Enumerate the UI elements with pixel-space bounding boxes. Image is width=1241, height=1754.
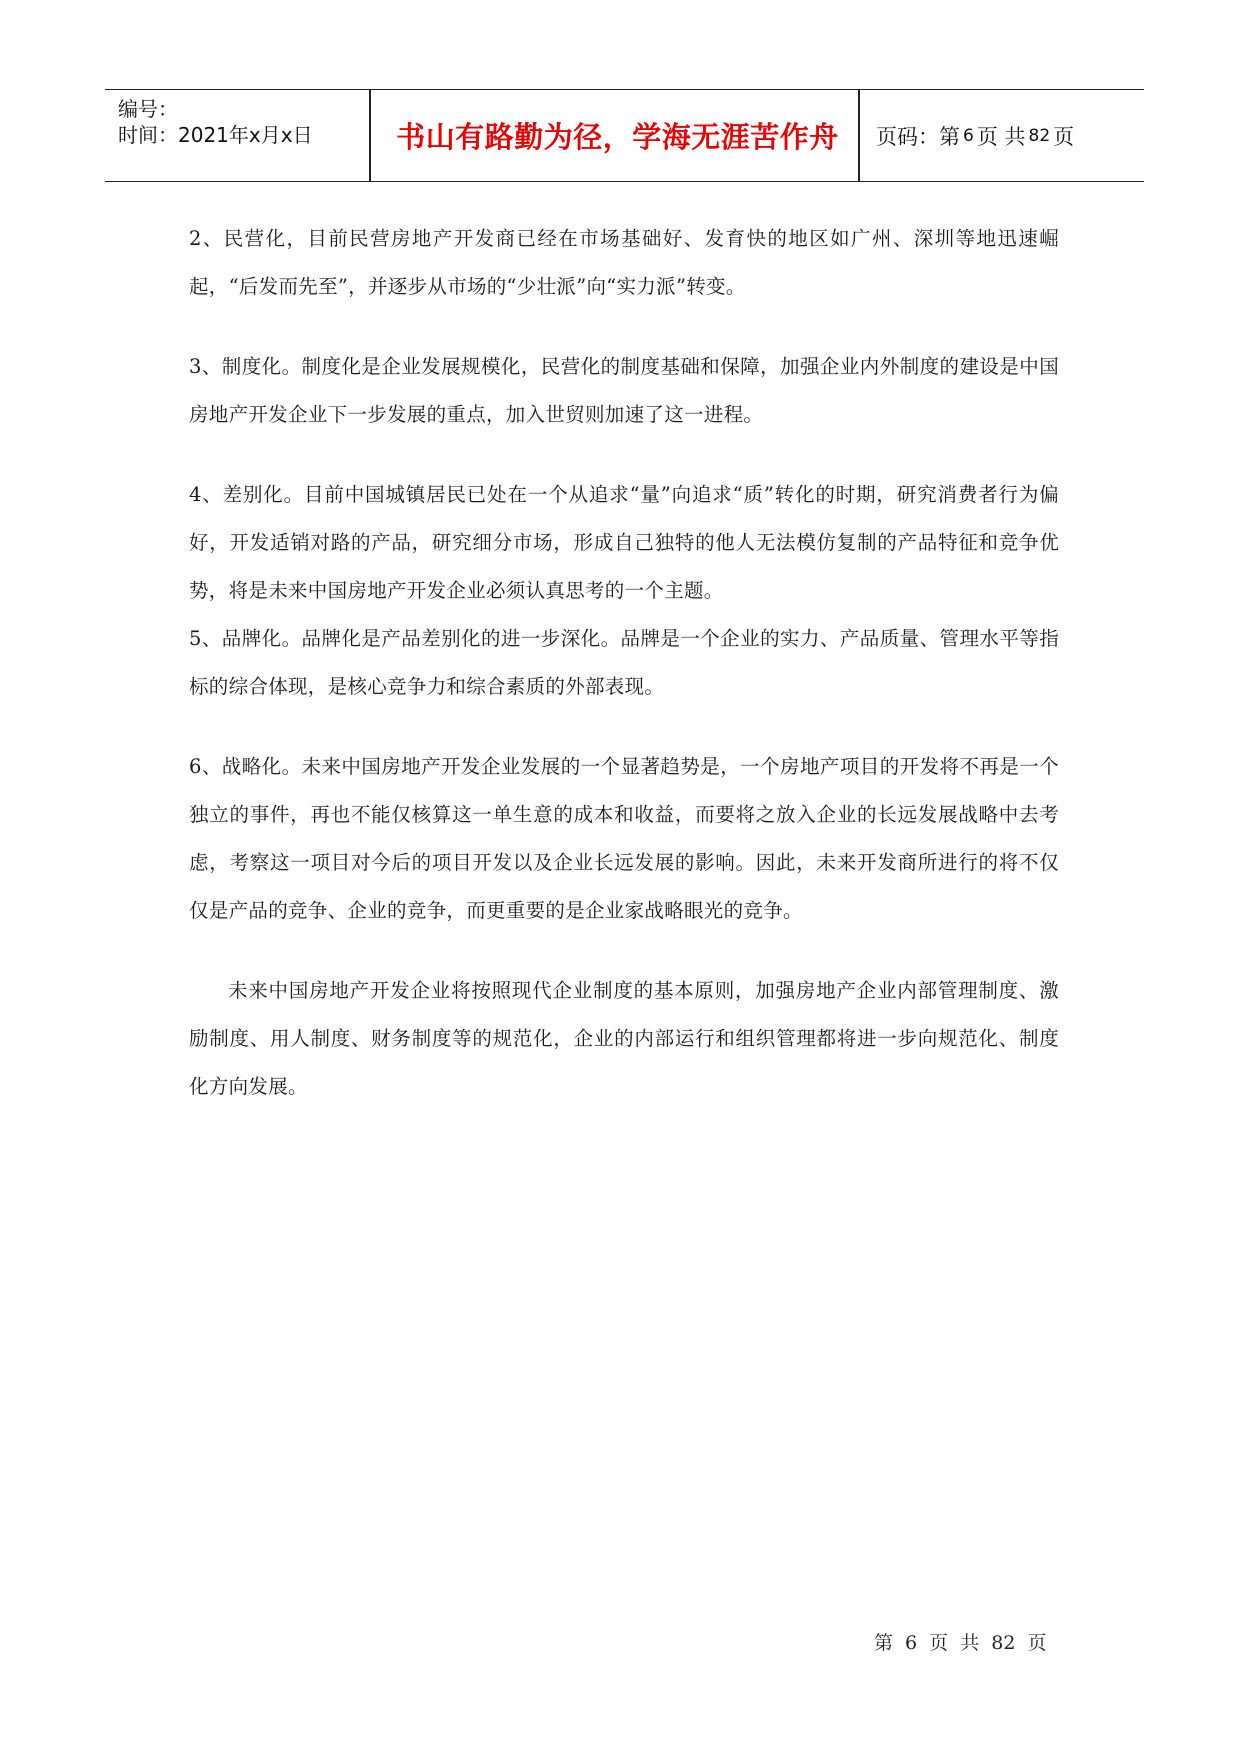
paragraph-strategy: 6、战略化。未来中国房地产开发企业发展的一个显著趋势是，一个房地产项目的开发将不再是一个独立的事件，再也不能仅核算这一单生意的成本和收益，而要将之放入企业的长远发展战略中去考虑，考察这一项目对今后的项目开发以及企业长远发展的影响。因此，未来开发商所进行的将不仅仅是产品的竞争、企业的竞争，而更重要的是企业家战略眼光的竞争。 bbox=[189, 755, 1059, 922]
page-header bbox=[105, 89, 1144, 182]
paragraph-differentiation: 4、差别化。目前中国城镇居民已处在一个从追求“量”向追求“质”转化的时期，研究消费者行为偏好，开发适销对路的产品，研究细分市场，形成自己独特的他人无法模仿复制的产品特征和竞争优势，将是未来中国房地产开发企业必须认真思考的一个主题。 bbox=[189, 483, 1059, 602]
header-divider-right bbox=[858, 90, 860, 181]
paragraph-privatization: 2、民营化，目前民营房地产开发商已经在市场基础好、发育快的地区如广州、深圳等地迅速崛起，“后发而先至”，并逐步从市场的“少壮派”向“实力派”转变。 bbox=[189, 227, 1059, 298]
header-motto: 书山有路勤为径，学海无涯苦作舟 bbox=[396, 120, 839, 154]
document-body bbox=[189, 215, 1059, 1111]
paragraph-conclusion: 未来中国房地产开发企业将按照现代企业制度的基本原则，加强房地产企业内部管理制度、激励制度、用人制度、财务制度等的规范化，企业的内部运行和组织管理都将进一步向规范化、制度化方向发展。 bbox=[189, 979, 1059, 1098]
page-suffix: 页 bbox=[1053, 124, 1075, 149]
page-total: 82 bbox=[1028, 125, 1051, 146]
document-number-label: 编号： bbox=[118, 97, 178, 121]
page-prefix: 页码：第 bbox=[876, 124, 960, 149]
page-footer: 第 6 页 共 82 页 bbox=[874, 1632, 1047, 1654]
header-meta bbox=[118, 96, 313, 148]
document-time-label: 时间：2021年x月x日 bbox=[118, 123, 313, 147]
header-page-indicator bbox=[876, 90, 1074, 181]
paragraph-branding: 5、品牌化。品牌化是产品差别化的进一步深化。品牌是一个企业的实力、产品质量、管理水平等指标的综合体现，是核心竞争力和综合素质的外部表现。 bbox=[189, 627, 1059, 698]
paragraph-institutionalization: 3、制度化。制度化是企业发展规模化，民营化的制度基础和保障，加强企业内外制度的建设是中国房地产开发企业下一步发展的重点，加入世贸则加速了这一进程。 bbox=[189, 355, 1059, 426]
page-number: 6 bbox=[963, 125, 974, 146]
page-mid: 页 共 bbox=[976, 124, 1026, 149]
